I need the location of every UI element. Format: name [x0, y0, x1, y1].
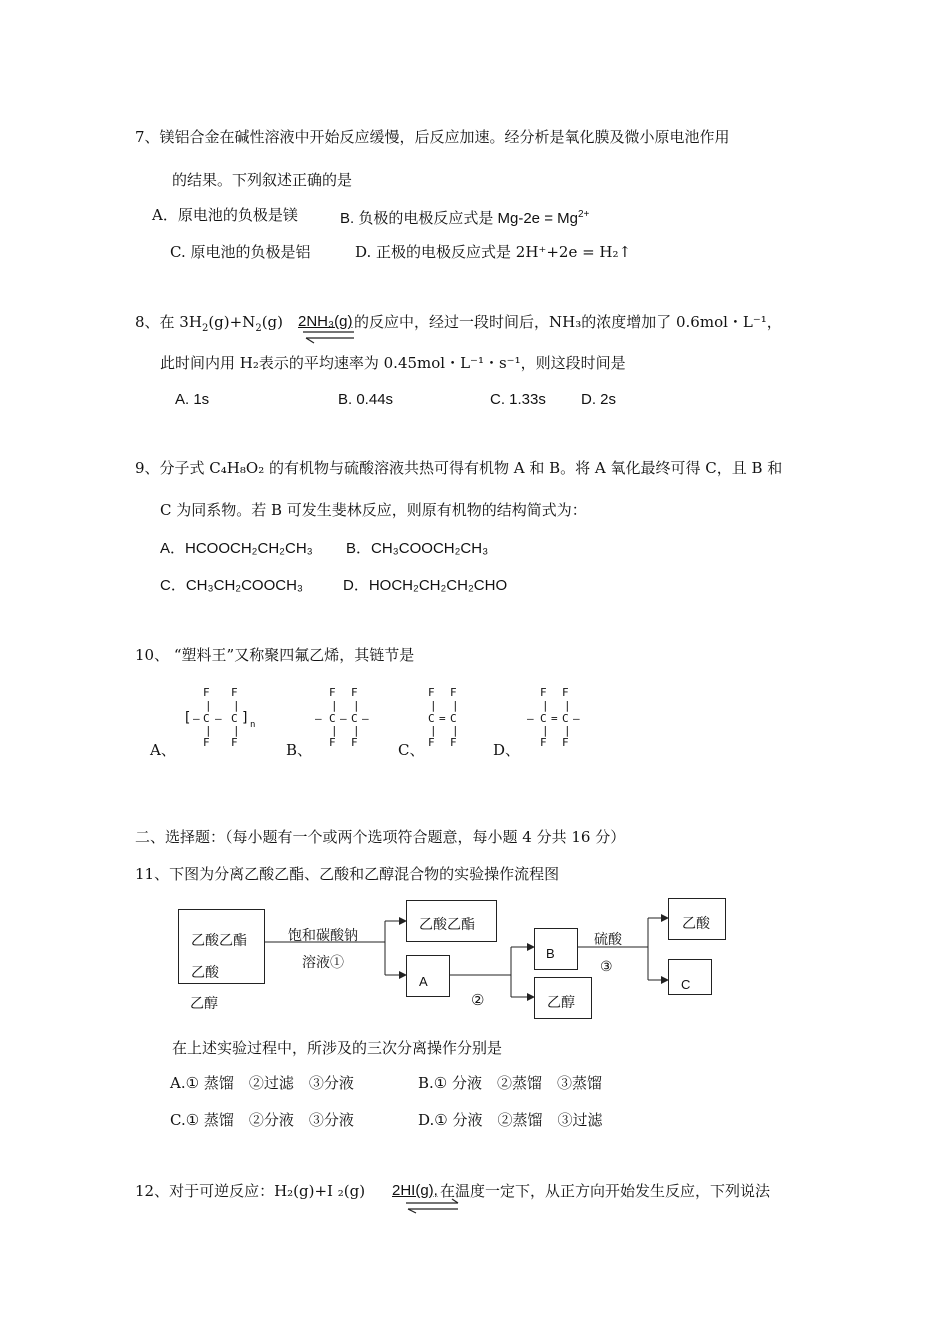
q8-option-d: D. 2s — [581, 391, 617, 408]
bond-vertical: | — [430, 699, 437, 712]
q7-option-c: C. 原电池的负极是铝 — [170, 243, 311, 261]
q8-text-a: 8、在 3H — [135, 313, 202, 331]
q7-stem-line2: 的结果。下列叙述正确的是 — [172, 171, 353, 189]
q11-option-d: D.① 分液 ②蒸馏 ③过滤 — [418, 1111, 603, 1129]
q9-stem-line1: 9、分子式 C₄H₈O₂ 的有机物与硫酸溶液共热可得有机物 A 和 B。将 A 氧化最终可得 C，且 B 和 — [135, 459, 783, 477]
bond-horizontal: – — [527, 712, 534, 725]
q8-stem-line2: 此时间内用 H₂表示的平均速率为 0.45mol・L⁻¹・s⁻¹，则这段时间是 — [160, 354, 626, 372]
bond-vertical: | — [233, 699, 240, 712]
atom-c: C — [428, 712, 435, 725]
bond-horizontal: — — [215, 712, 222, 725]
bracket-right: ] — [241, 710, 250, 726]
flow-box-mixture — [178, 909, 265, 984]
flow-box-a — [406, 955, 450, 997]
flow-reagent-1: 饱和碳酸钠 — [288, 928, 358, 944]
bond-vertical: | — [542, 699, 549, 712]
bond-horizontal: – — [340, 712, 347, 725]
q12-stem-rest: 在温度一定下，从正方向开始发生反应，下列说法 — [440, 1182, 771, 1200]
section-2-heading: 二、选择题：（每小题有一个或两个选项符合题意，每小题 4 分共 16 分） — [135, 828, 626, 846]
q10-option-b: B、 — [286, 741, 313, 759]
flow-box-ethanol — [534, 977, 592, 1019]
bond-vertical: | — [452, 699, 459, 712]
bond-vertical: | — [233, 724, 240, 737]
q11-stem: 11、下图为分离乙酸乙酯、乙酸和乙醇混合物的实验操作流程图 — [135, 865, 560, 883]
equilibrium-arrow-q12 — [406, 1199, 458, 1213]
q8-option-a: A. 1s — [175, 391, 210, 408]
flow-ester-label: 乙酸乙酯 — [419, 917, 475, 933]
flow-reagent-1b: 溶液① — [302, 955, 344, 971]
bond-vertical: | — [430, 724, 437, 737]
q11-option-b: B.① 分液 ②蒸馏 ③蒸馏 — [418, 1074, 603, 1092]
atom-c: C — [450, 712, 457, 725]
bond-vertical: | — [564, 724, 571, 737]
q12-stem-start: 12、对于可逆反应：H₂(g)+I ₂(g) — [135, 1182, 366, 1200]
flow-box-b — [534, 928, 578, 970]
atom-c: C — [351, 712, 358, 725]
bracket-left: [ — [183, 710, 192, 726]
q10-option-a: A、 — [150, 741, 176, 759]
q9-option-d: D．HOCH₂CH₂CH₂CHO — [343, 577, 508, 594]
atom-f: F — [428, 736, 435, 749]
atom-f: F — [203, 686, 210, 699]
atom-f: F — [329, 686, 336, 699]
atom-f: F — [540, 736, 547, 749]
q11-question: 在上述实验过程中，所涉及的三次分离操作分别是 — [172, 1039, 503, 1057]
q7-option-b-sup: 2+ — [577, 209, 590, 220]
atom-c: C — [562, 712, 569, 725]
atom-f: F — [562, 686, 569, 699]
q9-stem-line2: C 为同系物。若 B 可发生斐林反应，则原有机物的结构简式为： — [160, 501, 587, 519]
q11-option-a: A.① 蒸馏 ②过滤 ③分液 — [170, 1074, 354, 1092]
atom-c: C — [231, 712, 238, 725]
bond-vertical: | — [353, 724, 360, 737]
atom-f: F — [540, 686, 547, 699]
atom-f: F — [351, 736, 358, 749]
bond-vertical: | — [452, 724, 459, 737]
bond-vertical: | — [331, 699, 338, 712]
atom-f: F — [203, 736, 210, 749]
flow-mixture-ester: 乙酸乙酯 — [191, 933, 247, 949]
flow-acid-label: 乙酸 — [682, 916, 710, 932]
flow-a-label: A — [419, 974, 428, 989]
flow-box-ester — [406, 900, 497, 942]
atom-c: C — [540, 712, 547, 725]
q7-option-b-text: B. 负极的电极反应式是 Mg-2e = Mg — [340, 210, 578, 227]
q10-option-d: D、 — [493, 741, 521, 759]
q12-product: 2HI(g), — [392, 1182, 438, 1199]
atom-c: C — [203, 712, 210, 725]
atom-f: F — [450, 686, 457, 699]
bond-vertical: | — [353, 699, 360, 712]
flow-c-label: C — [681, 977, 691, 992]
q8-stem-line1-rest: 的反应中，经过一段时间后，NH₃的浓度增加了 0.6mol・L⁻¹， — [354, 313, 782, 331]
atom-f: F — [351, 686, 358, 699]
q9-option-b: B．CH₃COOCH₂CH₃ — [346, 540, 489, 557]
bond-horizontal: – — [573, 712, 580, 725]
q8-text-c: (g)+N — [208, 313, 256, 331]
q8-sub-2: 2 — [255, 323, 262, 334]
q7-option-a: A．原电池的负极是镁 — [152, 206, 298, 224]
flow-mixture-acid: 乙酸 — [191, 965, 219, 981]
q9-option-a: A．HCOOCH₂CH₂CH₃ — [160, 540, 313, 557]
bond-vertical: | — [205, 724, 212, 737]
flow-step-3: ③ — [600, 959, 613, 975]
q8-sub-1: 2 — [201, 323, 209, 334]
atom-f: F — [428, 686, 435, 699]
bond-vertical: | — [542, 724, 549, 737]
equilibrium-arrow-q8 — [303, 332, 354, 343]
flow-ethanol-label: 乙醇 — [547, 995, 575, 1011]
subscript-n: n — [250, 720, 256, 730]
bond-vertical: | — [564, 699, 571, 712]
flow-step-2: ② — [471, 991, 485, 1009]
q9-option-c: C．CH₃CH₂COOCH₃ — [160, 577, 304, 594]
flow-box-acid — [668, 898, 726, 940]
q10-option-c: C、 — [398, 741, 425, 759]
q11-option-c: C.① 蒸馏 ②分液 ③分液 — [170, 1111, 354, 1129]
bond-horizontal: – — [362, 712, 369, 725]
flow-mixture-ethanol: 乙醇 — [190, 996, 218, 1012]
bond-double: = — [439, 712, 446, 725]
atom-f: F — [231, 686, 238, 699]
bond-horizontal: — — [193, 712, 200, 725]
bond-vertical: | — [205, 699, 212, 712]
atom-f: F — [329, 736, 336, 749]
q8-text-e: (g) — [261, 313, 283, 331]
q7-stem-line1: 7、镁铝合金在碱性溶液中开始反应缓慢，后反应加速。经分析是氧化膜及微小原电池作用 — [135, 128, 730, 146]
bond-horizontal: – — [315, 712, 322, 725]
q8-option-c: C. 1.33s — [490, 391, 546, 408]
flow-box-c — [668, 959, 712, 995]
flow-reagent-3: 硫酸 — [594, 932, 622, 948]
q8-product: 2NH₃(g) — [298, 313, 353, 330]
atom-f: F — [231, 736, 238, 749]
bond-double: = — [551, 712, 558, 725]
atom-f: F — [450, 736, 457, 749]
q10-stem: 10、 “塑料王”又称聚四氟乙烯，其链节是 — [135, 646, 415, 664]
atom-f: F — [562, 736, 569, 749]
q7-option-d: D. 正极的电极反应式是 2H⁺+2e = H₂↑ — [355, 243, 632, 261]
q8-option-b: B. 0.44s — [338, 391, 394, 408]
atom-c: C — [329, 712, 336, 725]
bond-vertical: | — [331, 724, 338, 737]
flow-b-label: B — [546, 946, 555, 961]
